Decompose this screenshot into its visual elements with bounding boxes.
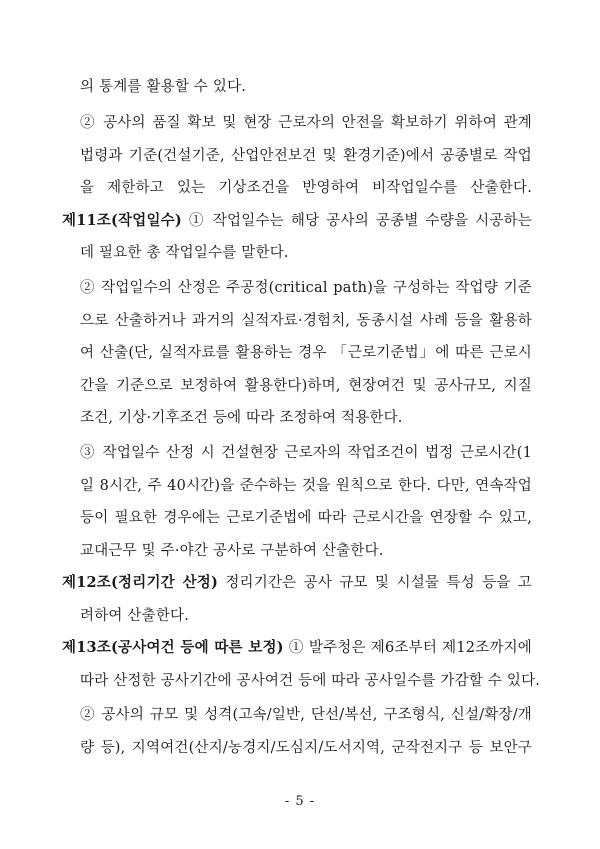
article-13-title: 제13조(공사여건 등에 따른 보정) <box>62 639 284 656</box>
text-line: 데 필요한 총 작업일수를 말한다. <box>80 245 289 261</box>
article-11-heading-line: 제11조(작업일수) ① 작업일수는 해당 공사의 공종별 수량을 시공하는 <box>62 212 532 229</box>
text-line: 을 제한하고 있는 기상조건을 반영하여 비작업일수를 산출한다. <box>80 180 532 196</box>
text-line: 려하여 산출한다. <box>80 608 190 624</box>
text-line: ② 공사의 품질 확보 및 현장 근로자의 안전을 확보하기 위하여 관계 <box>80 115 532 131</box>
article-11-title: 제11조(작업일수) <box>62 212 182 229</box>
article-13-heading-line: 제13조(공사여건 등에 따른 보정) ① 발주청은 제6조부터 제12조까지에 <box>62 639 532 656</box>
text-line: ③ 작업일수 산정 시 건설현장 근로자의 작업조건이 법정 근로시간(1 <box>80 445 532 461</box>
text-line: 일 8시간, 주 40시간)을 준수하는 것을 원칙으로 한다. 다만, 연속작업 <box>80 478 532 494</box>
text-line: 따라 산정한 공사기간에 공사여건 등에 따라 공사일수를 가감할 수 있다. <box>80 673 541 689</box>
text-line: 의 통계를 활용할 수 있다. <box>80 79 247 95</box>
text-line: 교대근무 및 주·야간 공사로 구분하여 산출한다. <box>80 543 384 559</box>
text-line: 법령과 기준(건설기준, 산업안전보건 및 환경기준)에서 공종별로 작업 <box>80 148 532 164</box>
page-number: - 5 - <box>284 794 316 809</box>
text-line: 등이 필요한 경우에는 근로기준법에 따라 근로시간을 연장할 수 있고, <box>80 510 532 526</box>
text-line: ② 작업일수의 산정은 주공정(critical path)을 구성하는 작업량 기준 <box>80 280 532 296</box>
text-line: ② 공사의 규모 및 성격(고속/일반, 단선/복선, 구조형식, 신설/확장/개 <box>80 707 532 723</box>
text-line: 여 산출(단, 실적자료를 활용하는 경우 「근로기준법」에 따른 근로시 <box>80 345 532 361</box>
article-12-title: 제12조(정리기간 산정) <box>62 574 219 591</box>
text-line: 량 등), 지역여건(산지/농경지/도심지/도서지역, 군작전지구 등 보안구 <box>80 740 532 756</box>
text-line: 으로 산출하거나 과거의 실적자료·경험치, 동종시설 사례 등을 활용하 <box>80 313 532 329</box>
article-12-heading-line: 제12조(정리기간 산정) 정리기간은 공사 규모 및 시설물 특성 등을 고 <box>62 574 532 591</box>
text-line: 조건, 기상·기후조건 등에 따라 조정하여 적용한다. <box>80 410 403 426</box>
text-line: 간을 기준으로 보정하여 활용한다)하며, 현장여건 및 공사규모, 지질 <box>80 378 532 394</box>
